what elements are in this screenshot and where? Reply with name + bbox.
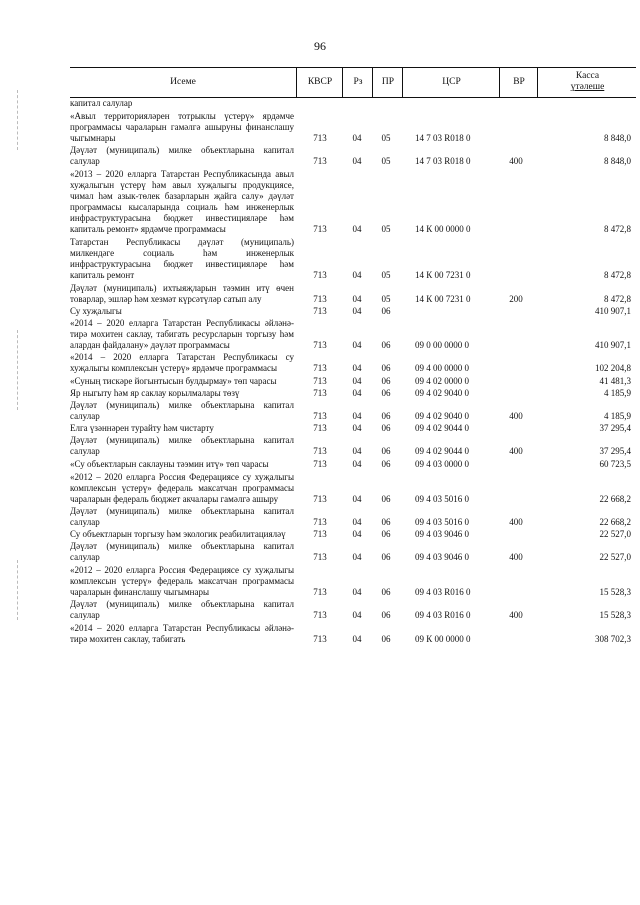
row-name: Елга үзәннәрен турайту һәм чистарту bbox=[70, 423, 214, 433]
row-pr: 06 bbox=[381, 340, 391, 350]
row-pr: 06 bbox=[381, 494, 391, 504]
row-rz: 04 bbox=[352, 133, 362, 143]
row-rz: 04 bbox=[352, 156, 362, 166]
row-pr: 06 bbox=[381, 376, 391, 386]
row-kassa: 15 528,3 bbox=[599, 587, 631, 597]
row-kvsr: 713 bbox=[313, 411, 327, 421]
table-row bbox=[70, 283, 636, 305]
row-csr: 09 4 02 0000 0 bbox=[415, 376, 469, 386]
row-pr: 06 bbox=[381, 517, 391, 527]
header-rz: Рз bbox=[342, 68, 373, 97]
row-kvsr: 713 bbox=[313, 224, 327, 234]
row-name: Дәүләт (муниципаль) милке объектларына капитал салулар bbox=[70, 435, 294, 456]
row-kassa: 22 668,2 bbox=[599, 517, 631, 527]
table-body bbox=[70, 98, 636, 645]
row-csr: 09 4 03 5016 0 bbox=[415, 517, 469, 527]
row-name: «2014 – 2020 елларга Татарстан Республикасы әйләнә-тирә мохитен саклау, табигать bbox=[70, 623, 294, 644]
row-kvsr: 713 bbox=[313, 340, 327, 350]
row-kvsr: 713 bbox=[313, 294, 327, 304]
row-rz: 04 bbox=[352, 363, 362, 373]
row-name: Дәүләт (муниципаль) милке объектларына капитал салулар bbox=[70, 599, 294, 620]
row-kvsr: 713 bbox=[313, 494, 327, 504]
row-vr: 400 bbox=[509, 411, 523, 421]
row-vr: 200 bbox=[509, 294, 523, 304]
row-name: «Суның тискәре йогынтысын булдырмау» төп чарасы bbox=[70, 376, 277, 386]
row-rz: 04 bbox=[352, 224, 362, 234]
margin-dash bbox=[17, 330, 19, 410]
row-pr: 05 bbox=[381, 270, 391, 280]
row-csr: 14 7 03 R018 0 bbox=[415, 133, 471, 143]
row-pr: 06 bbox=[381, 363, 391, 373]
row-name: Дәүләт (муниципаль) ихтыяҗларын тәэмин итү өчен товарлар, эшләр һәм хезмәт күрсәтүләр сатып алу bbox=[70, 283, 294, 304]
row-rz: 04 bbox=[352, 376, 362, 386]
table-row bbox=[70, 459, 636, 470]
row-rz: 04 bbox=[352, 552, 362, 562]
table-row bbox=[70, 145, 636, 167]
row-csr: 09 К 00 0000 0 bbox=[415, 634, 471, 644]
page-number: 96 bbox=[314, 39, 326, 53]
header-pr: ПР bbox=[372, 68, 403, 97]
row-kvsr: 713 bbox=[313, 459, 327, 469]
header-kassa-line1: Касса bbox=[575, 71, 600, 81]
table-row bbox=[70, 98, 636, 109]
row-kassa: 41 481,3 bbox=[599, 376, 631, 386]
row-pr: 06 bbox=[381, 411, 391, 421]
row-kvsr: 713 bbox=[313, 517, 327, 527]
row-kassa: 37 295,4 bbox=[599, 446, 631, 456]
row-kvsr: 713 bbox=[313, 363, 327, 373]
row-kassa: 4 185,9 bbox=[604, 411, 631, 421]
row-name: Яр ныгыту һәм яр саклау корылмалары төзү bbox=[70, 388, 240, 398]
row-pr: 06 bbox=[381, 306, 391, 316]
row-name: «2012 – 2020 елларга Россия Федерациясе су хуҗалыгы комплексын үстерү» федераль максатчан программасы чараларын финанслашу чыгымнары bbox=[70, 565, 294, 597]
table-row bbox=[70, 169, 636, 235]
row-rz: 04 bbox=[352, 517, 362, 527]
row-kassa: 8 848,0 bbox=[604, 133, 631, 143]
table-row bbox=[70, 306, 636, 317]
row-kvsr: 713 bbox=[313, 388, 327, 398]
row-csr: 09 4 03 R016 0 bbox=[415, 587, 471, 597]
row-name: «2014 – 2020 елларга Татарстан Республикасы су хуҗалыгы комплексын үстерү» ярдәмче программасы bbox=[70, 352, 294, 373]
row-kassa: 102 204,8 bbox=[595, 363, 631, 373]
row-rz: 04 bbox=[352, 446, 362, 456]
table-row bbox=[70, 472, 636, 505]
table-row bbox=[70, 623, 636, 645]
row-pr: 06 bbox=[381, 446, 391, 456]
table-row bbox=[70, 435, 636, 457]
row-pr: 05 bbox=[381, 133, 391, 143]
row-rz: 04 bbox=[352, 529, 362, 539]
row-csr: 09 4 02 9044 0 bbox=[415, 446, 469, 456]
row-rz: 04 bbox=[352, 587, 362, 597]
row-vr: 400 bbox=[509, 610, 523, 620]
row-kvsr: 713 bbox=[313, 156, 327, 166]
table-row bbox=[70, 111, 636, 144]
row-pr: 05 bbox=[381, 294, 391, 304]
row-kassa: 8 472,8 bbox=[604, 224, 631, 234]
row-kassa: 410 907,1 bbox=[595, 340, 631, 350]
row-vr: 400 bbox=[509, 517, 523, 527]
row-csr: 09 4 02 9040 0 bbox=[415, 411, 469, 421]
row-rz: 04 bbox=[352, 306, 362, 316]
row-name: Дәүләт (муниципаль) милке объектларына капитал салулар bbox=[70, 506, 294, 527]
row-name: Су хуҗалыгы bbox=[70, 306, 122, 316]
row-csr: 09 0 00 0000 0 bbox=[415, 340, 469, 350]
row-pr: 06 bbox=[381, 529, 391, 539]
row-csr: 09 4 03 5016 0 bbox=[415, 494, 469, 504]
table-row bbox=[70, 376, 636, 387]
row-rz: 04 bbox=[352, 411, 362, 421]
row-kvsr: 713 bbox=[313, 270, 327, 280]
row-rz: 04 bbox=[352, 423, 362, 433]
row-name: Дәүләт (муниципаль) милке объектларына капитал салулар bbox=[70, 145, 294, 166]
row-name: Дәүләт (муниципаль) милке объектларына капитал салулар bbox=[70, 541, 294, 562]
row-name: Су объектларын торгызу һәм экологик реабилитацияләү bbox=[70, 529, 286, 539]
row-kassa: 15 528,3 bbox=[599, 610, 631, 620]
row-csr: 09 4 03 9046 0 bbox=[415, 552, 469, 562]
table-row bbox=[70, 318, 636, 351]
row-kvsr: 713 bbox=[313, 376, 327, 386]
header-kassa-line2: үтәлеше bbox=[570, 82, 605, 92]
header-csr: ЦСР bbox=[402, 68, 500, 97]
row-rz: 04 bbox=[352, 610, 362, 620]
row-kvsr: 713 bbox=[313, 587, 327, 597]
header-name: Исеме bbox=[170, 77, 196, 87]
row-name: Дәүләт (муниципаль) милке объектларына капитал салулар bbox=[70, 400, 294, 421]
row-csr: 09 4 02 9040 0 bbox=[415, 388, 469, 398]
row-pr: 06 bbox=[381, 423, 391, 433]
table-row bbox=[70, 506, 636, 528]
table-row bbox=[70, 565, 636, 598]
margin-dash bbox=[17, 90, 19, 150]
row-pr: 05 bbox=[381, 224, 391, 234]
table-row bbox=[70, 599, 636, 621]
table-row bbox=[70, 400, 636, 422]
row-name: «Авыл территорияләрен тотрыклы үстерү» ярдәмче программасы чараларын гамәлгә ашыруны финанслашу чыгымнары bbox=[70, 111, 294, 143]
table-row bbox=[70, 237, 636, 281]
row-rz: 04 bbox=[352, 459, 362, 469]
row-kvsr: 713 bbox=[313, 446, 327, 456]
row-kvsr: 713 bbox=[313, 133, 327, 143]
row-name: «2012 – 2020 елларга Россия Федерациясе су хуҗалыгы комплексын үстерү» федераль максатчан программасы чараларын федераль бюджет акчалары гамәлгә ашыру bbox=[70, 472, 294, 504]
row-rz: 04 bbox=[352, 634, 362, 644]
row-kvsr: 713 bbox=[313, 552, 327, 562]
row-pr: 06 bbox=[381, 459, 391, 469]
row-rz: 04 bbox=[352, 294, 362, 304]
row-name: Татарстан Республикасы дәүләт (муниципаль) милкендәге социаль һәм инженерлык инфраструктурасына бюджет инвестицияләре һәм капиталь ремонт bbox=[70, 237, 294, 280]
row-name: «2014 – 2020 елларга Татарстан Республикасы әйләнә-тирә мохитен саклау, табигать ресурсларын торгызу һәм алардан файдалану» дәүләт программасы bbox=[70, 318, 294, 350]
row-kassa: 8 472,8 bbox=[604, 294, 631, 304]
row-csr: 09 4 03 9046 0 bbox=[415, 529, 469, 539]
table-row bbox=[70, 541, 636, 563]
header-vr: ВР bbox=[499, 68, 538, 97]
row-csr: 14 К 00 7231 0 bbox=[415, 270, 471, 280]
row-csr: 09 4 00 0000 0 bbox=[415, 363, 469, 373]
table-row bbox=[70, 529, 636, 540]
row-name: «Су объектларын саклауны тәэмин итү» төп чарасы bbox=[70, 459, 269, 469]
row-rz: 04 bbox=[352, 388, 362, 398]
row-kassa: 8 848,0 bbox=[604, 156, 631, 166]
row-kassa: 8 472,8 bbox=[604, 270, 631, 280]
table-header bbox=[70, 67, 636, 98]
row-vr: 400 bbox=[509, 446, 523, 456]
header-kvsr: КВСР bbox=[296, 68, 343, 97]
table-row bbox=[70, 423, 636, 434]
row-pr: 05 bbox=[381, 156, 391, 166]
row-csr: 14 К 00 7231 0 bbox=[415, 294, 471, 304]
row-csr: 14 К 00 0000 0 bbox=[415, 224, 471, 234]
row-kvsr: 713 bbox=[313, 423, 327, 433]
row-kassa: 410 907,1 bbox=[595, 306, 631, 316]
row-kassa: 22 527,0 bbox=[599, 552, 631, 562]
row-kassa: 22 668,2 bbox=[599, 494, 631, 504]
header-kassa bbox=[537, 68, 637, 97]
row-kvsr: 713 bbox=[313, 529, 327, 539]
row-pr: 06 bbox=[381, 388, 391, 398]
table-row bbox=[70, 352, 636, 374]
row-rz: 04 bbox=[352, 270, 362, 280]
row-csr: 09 4 03 0000 0 bbox=[415, 459, 469, 469]
row-kvsr: 713 bbox=[313, 634, 327, 644]
row-rz: 04 bbox=[352, 340, 362, 350]
row-kassa: 308 702,3 bbox=[595, 634, 631, 644]
row-pr: 06 bbox=[381, 552, 391, 562]
row-kassa: 22 527,0 bbox=[599, 529, 631, 539]
row-pr: 06 bbox=[381, 610, 391, 620]
row-kvsr: 713 bbox=[313, 610, 327, 620]
row-kassa: 60 723,5 bbox=[599, 459, 631, 469]
row-vr: 400 bbox=[509, 552, 523, 562]
row-csr: 14 7 03 R018 0 bbox=[415, 156, 471, 166]
margin-dash bbox=[17, 560, 19, 620]
row-name: капитал салулар bbox=[70, 98, 133, 108]
row-csr: 09 4 03 R016 0 bbox=[415, 610, 471, 620]
row-kassa: 4 185,9 bbox=[604, 388, 631, 398]
row-pr: 06 bbox=[381, 587, 391, 597]
table-row bbox=[70, 388, 636, 399]
row-vr: 400 bbox=[509, 156, 523, 166]
row-rz: 04 bbox=[352, 494, 362, 504]
row-name: «2013 – 2020 елларга Татарстан Республикасында авыл хуҗалыгын үстерү һәм авыл хуҗалыгы продукциясе, чимал һәм азык-төлек базарларын җайга салу» дәүләт программасы кысаларында социаль һәм инженерлык инфраструктурасына бюджет инвестицияләре һәм капиталь ремонт» ярдәмче программасы bbox=[70, 169, 294, 234]
row-kvsr: 713 bbox=[313, 306, 327, 316]
row-pr: 06 bbox=[381, 634, 391, 644]
row-kassa: 37 295,4 bbox=[599, 423, 631, 433]
row-csr: 09 4 02 9044 0 bbox=[415, 423, 469, 433]
